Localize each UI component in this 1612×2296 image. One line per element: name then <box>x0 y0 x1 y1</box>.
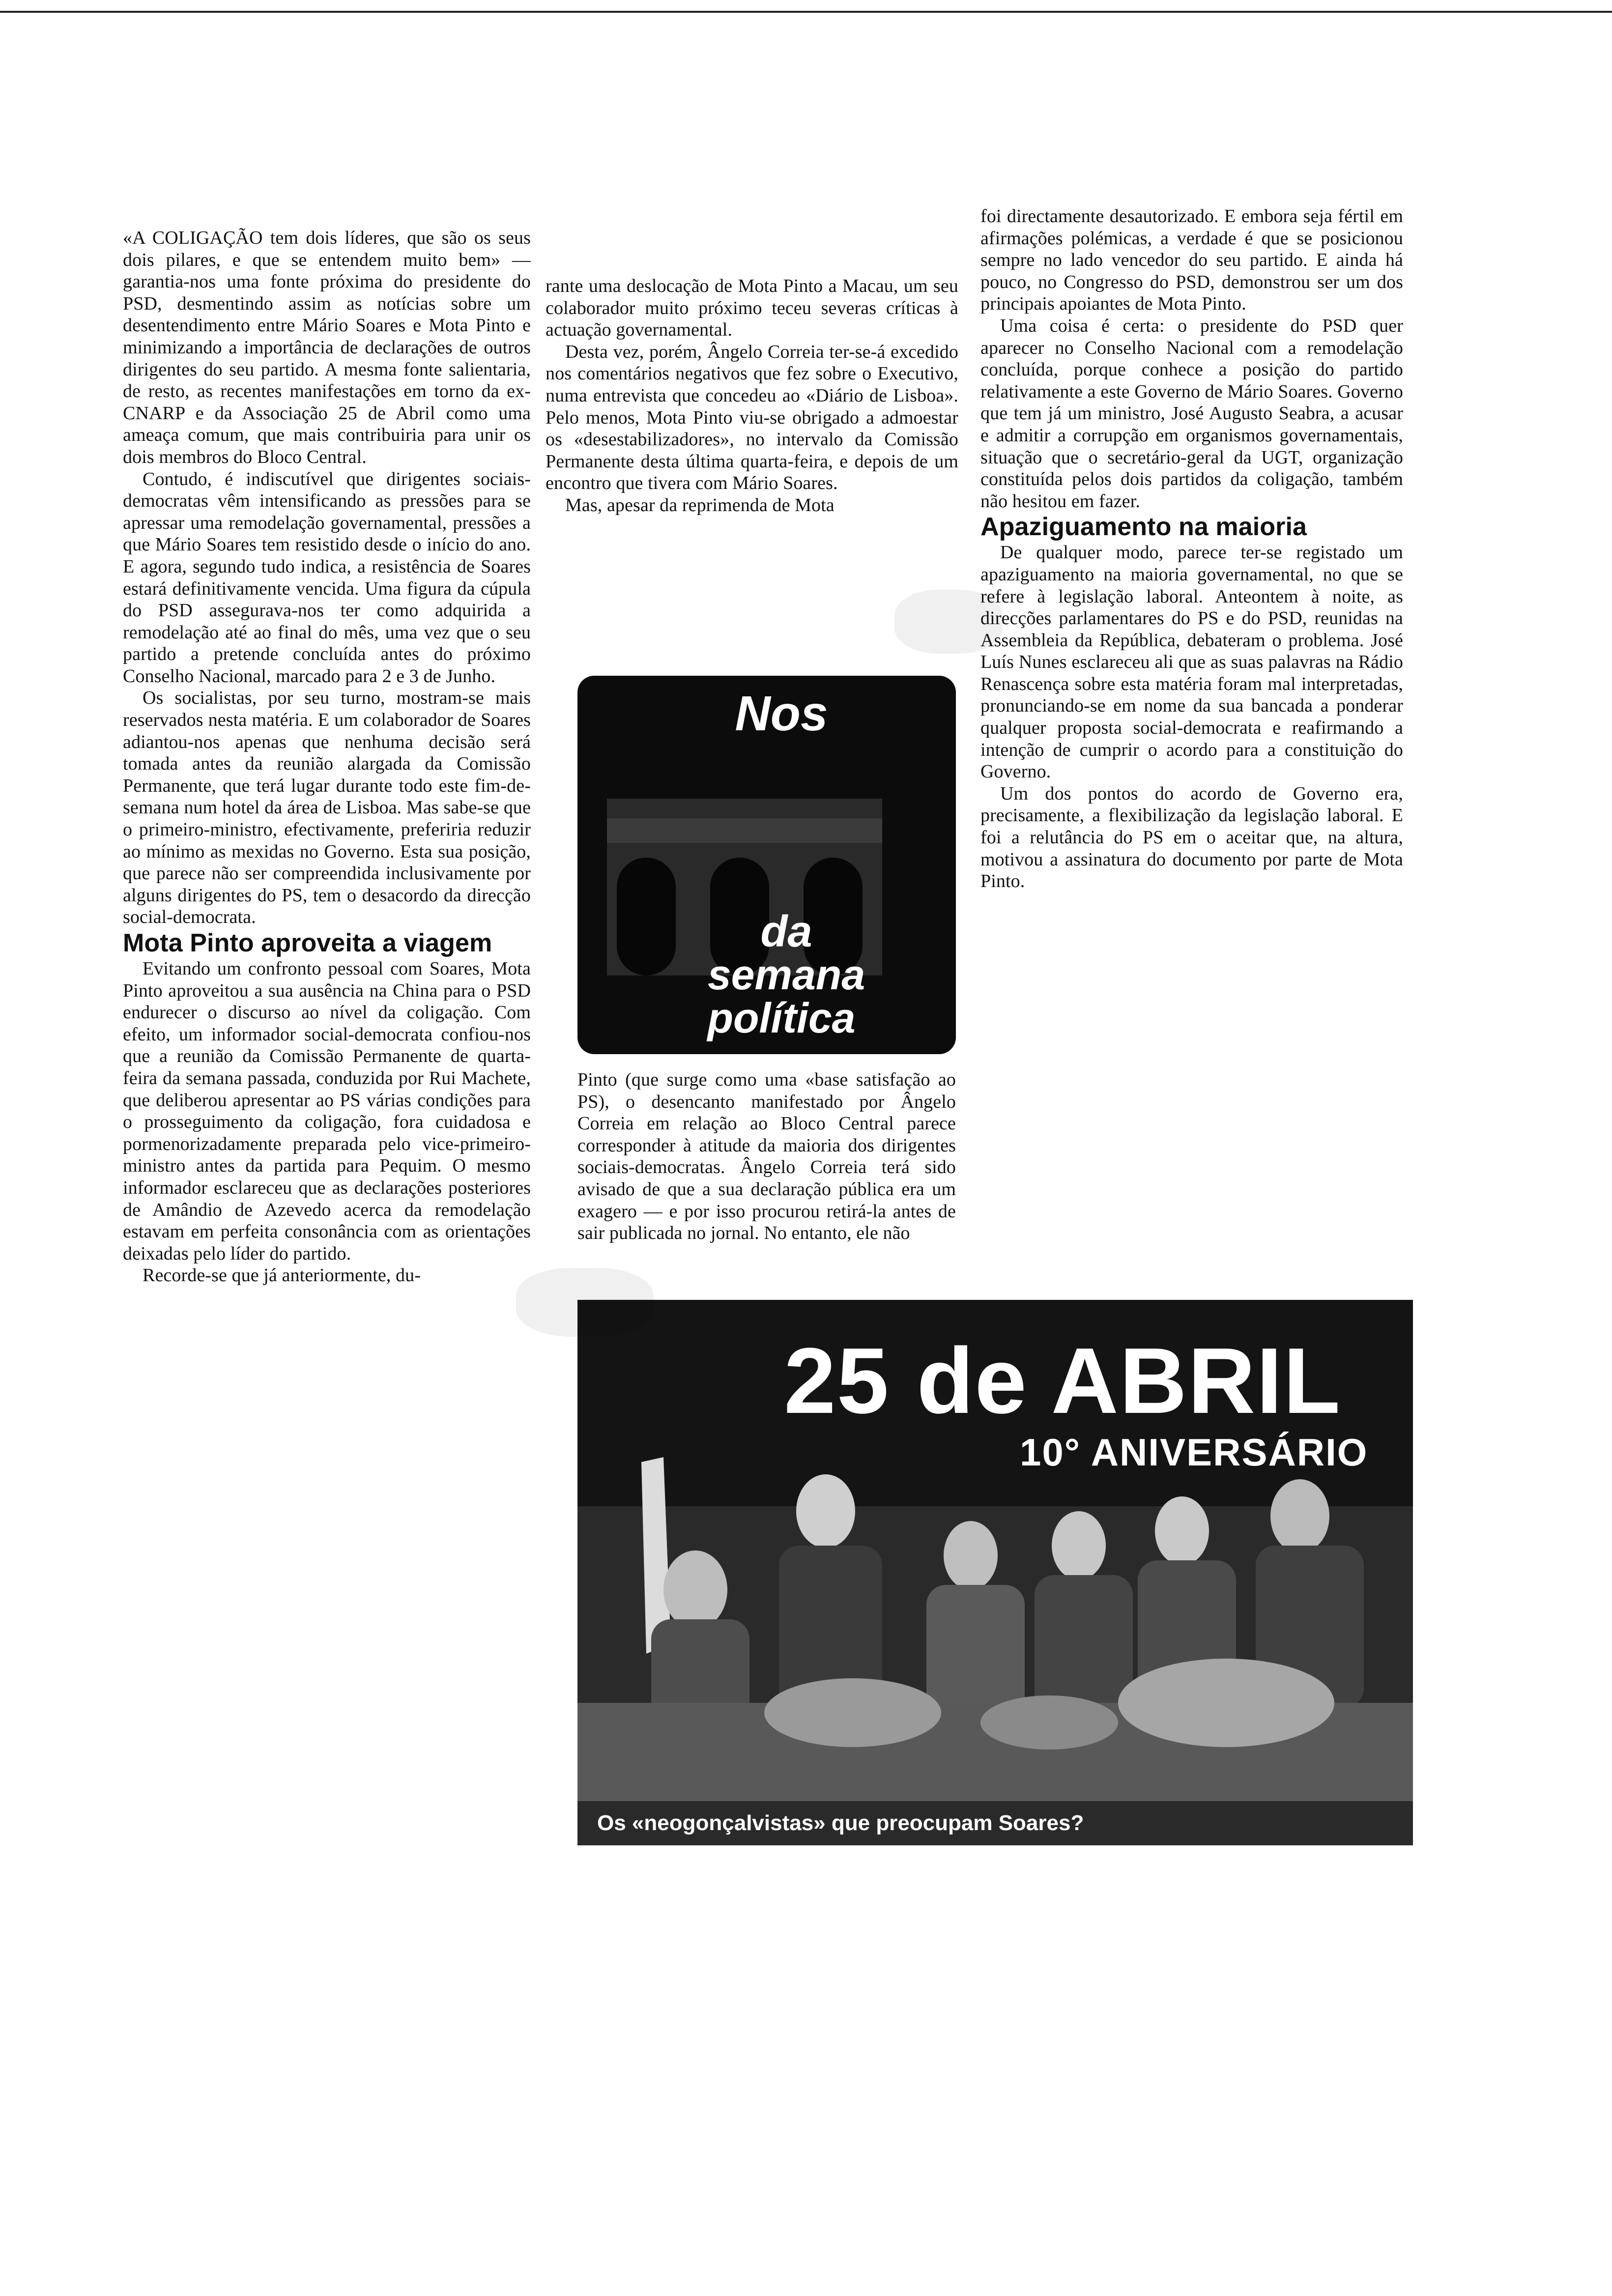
photo-subtitle: 10° ANIVERSÁRIO <box>1020 1431 1368 1474</box>
promo-title-1: Nos <box>735 686 828 741</box>
promo-title-4: política <box>707 995 856 1042</box>
col2-paragraph-4: Pinto (que surge como uma «base satisfação ao PS), o desencanto manifestado por Ângelo Correia em relação ao Bloco Central parece corresponder à atitude da maioria dos dirigentes sociais-democratas. Ângelo Correia terá sido avisado de que a sua declaração pública era um exagero — e por isso procurou retirá-la antes de sair publicada no jornal. No entanto, ele não <box>577 1069 956 1244</box>
column-1 <box>123 227 531 1287</box>
col1-paragraph-2: Contudo, é indiscutível que dirigentes sociais-democratas vêm intensificando as pressões para se apressar uma remodelação governamental, pressões a que Mário Soares tem resistido desde o início do ano. E agora, segundo tudo indica, a resistência de Soares estará definitivamente vencida. Uma figura da cúpula do PSD assegurava-nos ter como adquirida a remodelação até ao final do mês, uma vez que o seu partido a pretende concluída antes do próximo Conselho Nacional, marcado para 2 e 3 de Junho. <box>123 468 531 687</box>
photo-banner: 25 de ABRIL <box>784 1329 1342 1433</box>
nos-bastidores-promo <box>577 676 956 1054</box>
col1-paragraph-5: Recorde-se que já anteriormente, du- <box>143 1265 421 1286</box>
column-3 <box>980 205 1403 892</box>
col1-subheading: Mota Pinto aproveita a viagem <box>123 929 492 957</box>
col3-paragraph-4: Um dos pontos do acordo de Governo era, precisamente, a flexibilização da legislação laboral. E foi a relutância do PS em o aceitar que, na altura, motivou a assinatura do documento por parte de Mota Pinto. <box>980 783 1403 892</box>
col2-paragraph-3: Mas, apesar da reprimenda de Mota <box>565 494 835 516</box>
column-2-top <box>546 275 958 517</box>
photo-caption: Os «neogonçalvistas» que preocupam Soares? <box>597 1811 1084 1835</box>
col1-paragraph-1: «A COLIGAÇÃO tem dois líderes, que são os seus dois pilares, e que se entendem muito bem» — garantia-nos uma fonte próxima do presidente do PSD, desmentindo assim as notícias sobre um desentendimento entre Mário Soares e Mota Pinto e minimizando a importância de declarações de outros dirigentes do seu partido. A mesma fonte salientaria, de resto, as recentes manifestações em torno da ex-CNARP e da Associação 25 de Abril como uma ameaça comum, que mais contribuiria para unir os dois membros do Bloco Central. <box>123 228 531 467</box>
col3-paragraph-1: foi directamente desautorizado. E embora seja fértil em afirmações polémicas, a verdade é que se posicionou sempre no lado vencedor do seu partido. E ainda há pouco, no Congresso do PSD, demonstrou ser um dos principais apoiantes de Mota Pinto. <box>980 206 1403 315</box>
col1-paragraph-4: Evitando um confronto pessoal com Soares, Mota Pinto aproveitou a sua ausência na China para o PSD endurecer o discurso ao nível da coligação. Com efeito, um informador social-democrata confiou-nos que a reunião da Comissão Permanente de quarta-feira da semana passada, conduzida por Rui Machete, que deliberou apresentar ao PS várias condições para o prosseguimento da coligação, fora cuidadosa e pormenorizadamente preparada pelo vice-primeiro-ministro antes da partida para Pequim. O mesmo informador esclareceu que as declarações posteriores de Amândio de Azevedo acerca da remodelação estavam em perfeita consonância com as orientações deixadas pelo líder do partido. <box>123 958 531 1264</box>
column-2-bottom <box>577 1069 956 1244</box>
col1-paragraph-3: Os socialistas, por seu turno, mostram-se mais reservados nesta matéria. E um colaborador de Soares adiantou-nos apenas que nenhuma decisão será tomada antes da reunião alargada da Comissão Permanente, que terá lugar durante todo este fim-de-semana num hotel da área de Lisboa. Mas sabe-se que o primeiro-ministro, efectivamente, preferiria reduzir ao mínimo as mexidas no Governo. Esta sua posição, que parece não ser compreendida inclusivamente por alguns dirigentes do PS, tem o desacordo da direcção social-democrata. <box>123 688 531 928</box>
smudge <box>516 1268 654 1337</box>
smudge <box>894 590 1003 654</box>
promo-title-3: semana <box>707 951 865 999</box>
promo-title-2: da <box>760 907 812 956</box>
col2-paragraph-2: Desta vez, porém, Ângelo Correia ter-se-á excedido nos comentários negativos que fez sobre o Executivo, numa entrevista que concedeu ao «Diário de Lisboa». Pelo menos, Mota Pinto viu-se obrigado a admoestar os «desestabilizadores», no intervalo da Comissão Permanente desta última quarta-feira, e depois de um encontro que tivera com Mário Soares. <box>546 341 958 494</box>
col3-paragraph-3: De qualquer modo, parece ter-se registado um apaziguamento na maioria governamental, no que se refere à legislação laboral. Anteontem à noite, as direcções parlamentares do PS e do PSD, reunidas na Assembleia da República, debateram o problema. José Luís Nunes esclareceu ali que as suas palavras na Rádio Renascença sobre esta matéria foram mal interpretadas, pronunciando-se em nome da sua bancada a ponderar qualquer proposta social-democrata e reafirmando a intenção de cumprir o acordo para a constituição do Governo. <box>980 542 1403 782</box>
col3-paragraph-2: Uma coisa é certa: o presidente do PSD quer aparecer no Conselho Nacional com a remodelação concluída, porque conhece a posição do partido relativamente a este Governo de Mário Soares. Governo que tem já um ministro, José Augusto Seabra, a acusar e admitir a corrupção em organismos governamentais, situação que o secretário-geral da UGT, organização constituída pelos dois partidos da coligação, também não hesitou em fazer. <box>980 315 1403 512</box>
col2-paragraph-1: rante uma deslocação de Mota Pinto a Macau, um seu colaborador muito próximo teceu severas críticas à actuação governamental. <box>546 276 958 341</box>
anniversary-photo <box>577 1300 1413 1845</box>
top-border <box>0 11 1612 13</box>
col3-subheading: Apaziguamento na maioria <box>980 513 1307 542</box>
